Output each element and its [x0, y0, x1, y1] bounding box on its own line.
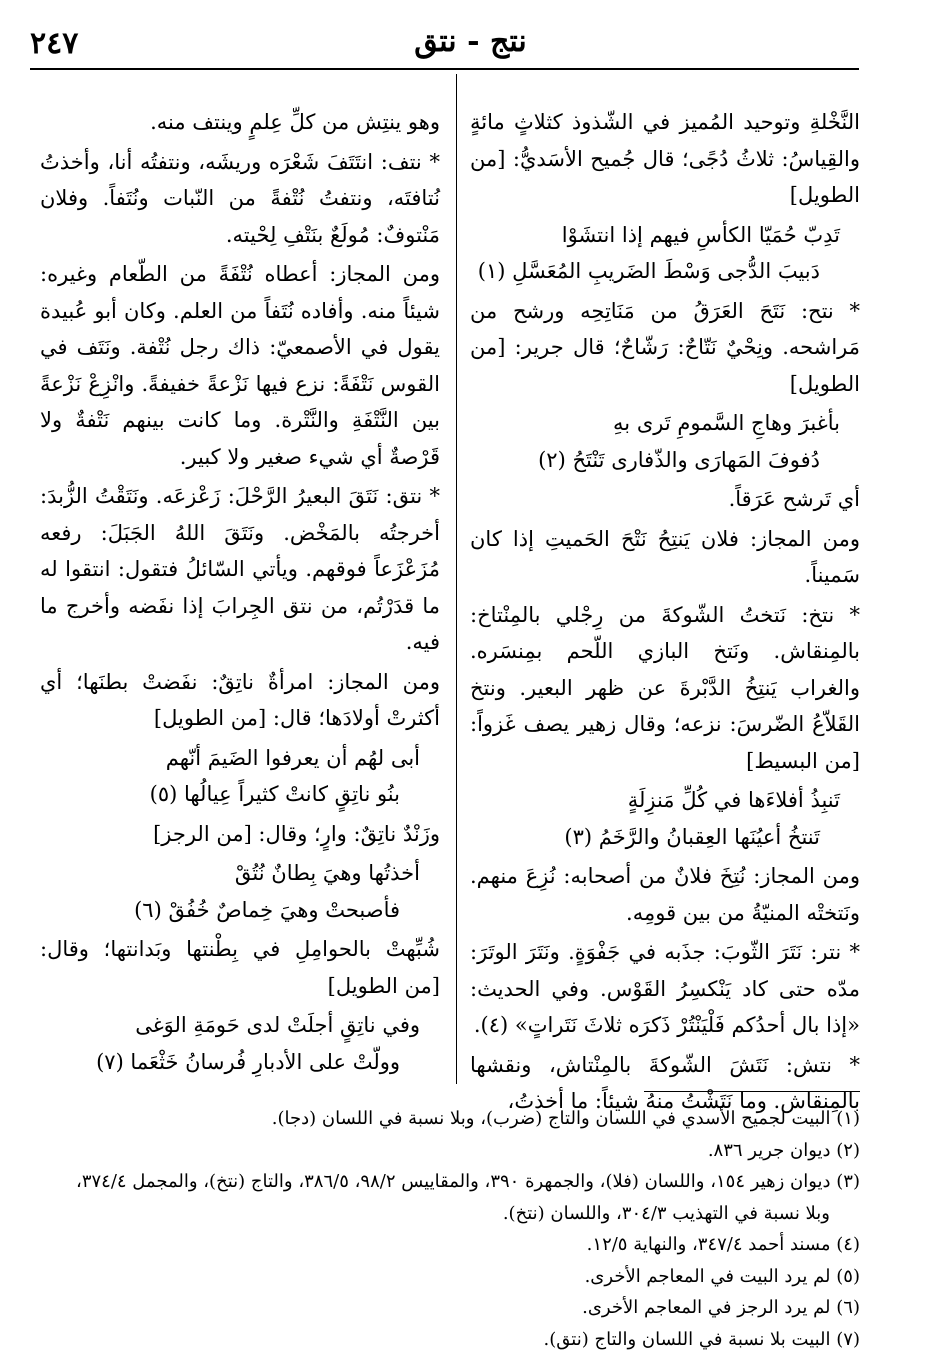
verse [40, 740, 440, 813]
verse-line: بأغبرَ وهاجِ السَّمومِ تَرى بهِ [613, 411, 840, 435]
footnote: (٧) البيت بلا نسبة في اللسان والتاج (نتق). [543, 1328, 860, 1350]
verse [470, 405, 860, 478]
verse [470, 782, 860, 855]
header-rule [30, 68, 859, 70]
footnote: (٥) لم يرد البيت في المعاجم الأخرى. [584, 1265, 860, 1287]
entry-paragraph: * نتر: نَتَرَ الثّوبَ: جذَبه في جَفْوَةٍ. ونَتَرَ الوتَرَ: مدّه حتى كاد يَنْكسِرُ القَوْس. وفي الحديث: «إذا بال أحدُكم فَلْيَنْتُرْ ذَكرَه ثلاثَ نَتَراتٍ» (٤). [470, 940, 860, 1037]
entry-paragraph: * نتف: انتَتَفَ شَعْرَه وريشَه، ونتفتُه أنا، وأخذتُ نُتافتَه، ونتفتُ نُتْفةً من النّبات ونُتَفاً. وفلان مَنْتوفٌ: مُولَعٌ بنَتْفِ لِحْيته. [40, 149, 440, 247]
verse-line: تَدِبّ حُمَيّا الكأسِ فيهم إذا انتشَوْا [561, 222, 840, 247]
verse-line: فأصبحتْ وهيَ خِماصٌ خُفُقْ (٦) [134, 897, 400, 922]
entry-paragraph: النَّخْلةِ وتوحيد المُميز في الشّذوذ كثلاثٍ مائةٍ والقِياسُ: ثلاثُ دُجًى؛ قال جُميح الأسَديُّ: [من الطويل] [470, 110, 860, 207]
entry-paragraph: ومن المجاز: أعطاه نُتْفَةً من الطّعام وغيره: شيئاً منه. وأفاده نُتَفاً من العلم. وكان أبو عُبيدة يقول في الأصمعيّ: ذاك رجل نُتْفة. ونَتَف في القوس نَتْفَةً: نزع فيها نَزْعةً خفيفةً. وانْزِعْ نَزْعةً بين النَّتْفَةِ والنَّتْرة. وما كانت بينهم نَتْفةٌ ولا قَرْصةٌ أي شيء صغير ولا كبير. [40, 262, 440, 469]
footnote: (٦) لم يرد الرجز في المعاجم الأخرى. [582, 1297, 860, 1318]
entry-paragraph: ومن المجاز: فلان يَنتِحُ نَتْحَ الحَميتِ إذا كان سَميناً. [470, 526, 860, 587]
page-number: ٢٤٧ [30, 26, 79, 61]
entry-paragraph: ومن المجاز: نُتِخَ فلانٌ من أصحابه: نُزِعَ منهم. ونَتختْه المنيّةُ من بين قومِه. [470, 864, 860, 925]
verse-line: وفي ناتِقٍ أجلَتْ لدى حَومَةِ الوَغى [135, 1013, 420, 1037]
footnote: (٢) ديوان جرير ٨٣٦. [707, 1139, 860, 1161]
entry-paragraph: * نتخ: نَتختُ الشّوكةَ من رِجْلي بالمِنْتاخ: بالمِنقاش. ونَتخ البازي اللّحم بمِنسَره. والغراب يَنتِخُ الدَّبْرةَ عن ظهر البعير. ونتخ القَلاّعُ الضّرسَ: نزعه؛ وقال زهير يصف غَزواً: [من البسيط] [470, 602, 860, 773]
verse-line: أبى لهُم أن يعرفوا الضَيمَ أنّهم [165, 745, 420, 770]
page-header [0, 0, 941, 70]
verse-line: بنُو ناتِقٍ كانتْ كثيراً عِيالُها (٥) [149, 782, 400, 806]
verse-line: أخذتُها وهيَ بِطانٌ نُتُقْ [234, 861, 420, 885]
entry-paragraph: أي تَرشح عَرَقاً. [728, 487, 860, 511]
entry-paragraph: ومن المجاز: امرأةٌ ناتِقٌ: نفَضتْ بطنَها؛ أي أكثرتْ أولادَها؛ قال: [من الطويل] [40, 669, 440, 730]
footnote: وبلا نسبة في التهذيب ٣٠٤/٣، واللسان (نتخ). [502, 1202, 830, 1224]
entry-paragraph: * نتح: نَتَحَ العَرَقُ من مَنَاتِحِه ورشح من مَراشحه. ونِحْيٌ نَتّاحٌ: رَشّاحٌ؛ قال جرير: [من الطويل] [470, 298, 860, 396]
right-column [470, 104, 860, 1123]
entry-paragraph: وزَنْدٌ ناتِقٌ: وارٍ؛ وقال: [من الرجز] [153, 821, 440, 846]
footnotes [40, 1103, 860, 1355]
running-head: نتج - نتق [414, 24, 527, 59]
entry-paragraph: شُبِّهتْ بالحوامِلِ في بِطْنتها وبَدانتها؛ وقال: [من الطويل] [40, 937, 440, 998]
entry-paragraph: * نتش: نَتَشَ الشّوكةَ بالمِنْتاش، ونقشها بالمِنقاش. وما نَتَشْتُ منهُ شيئاً: ما أخذتُ، [470, 1052, 860, 1113]
footnote: (٤) مسند أحمد ٣٤٧/٤، والنهاية ١٢/٥. [586, 1234, 860, 1255]
verse-line: دَبيبَ الدُّجى وَسْطَ الضَريبِ المُعَسَّلِ (١) [477, 259, 820, 283]
footnote-rule [644, 1091, 860, 1092]
left-column [40, 104, 440, 1083]
verse-line: وولّتْ على الأدبارِ فُرسانُ خَثْعَما (٧) [96, 1049, 400, 1074]
verse [470, 217, 860, 290]
column-divider [456, 74, 457, 1084]
verse [40, 1007, 440, 1080]
footnote: (٣) ديوان زهير ١٥٤، واللسان (فلا)، والجمهرة ٣٩٠، والمقاييس ٩٨/٢، ٣٨٦/٥، والتاج (نتخ)، والمجمل ٣٧٤/٤، [76, 1171, 860, 1192]
entry-paragraph: وهو ينتِش من كلِّ عِلمٍ وينتف منه. [150, 110, 440, 134]
entry-paragraph: * نتق: نَتَقَ البعيرُ الرَّحْلَ: زَعْزعَه. ونَتَقْتُ الزُّبدَ: أخرجتُه بالمَخْض. ونَتَقَ اللهُ الجَبَلَ: رفعه مُزَعْزَعاً فوقهم. ويأتي السّائلُ فتقول: انتقوا له ما قدَرْتُم، من نتق الجِرابَ إذا نفَضه وأخرج ما فيه. [40, 484, 440, 654]
verse [40, 855, 440, 928]
footnote: (١) البيت لجميح الأسدي في اللسان والتاج (ضرب)، وبلا نسبة في اللسان (دجا). [271, 1108, 860, 1129]
verse-line: تَنتخُ أعيُنَها العِقبانُ والرَّخَمُ (٣) [564, 824, 820, 849]
verse-line: دُفوفَ المَهارَى والذّفارى تَنْتَحُ (٢) [538, 447, 820, 472]
verse-line: تَنبِذُ أفلاءَها في كُلِّ مَنزِلَةٍ [627, 788, 840, 812]
